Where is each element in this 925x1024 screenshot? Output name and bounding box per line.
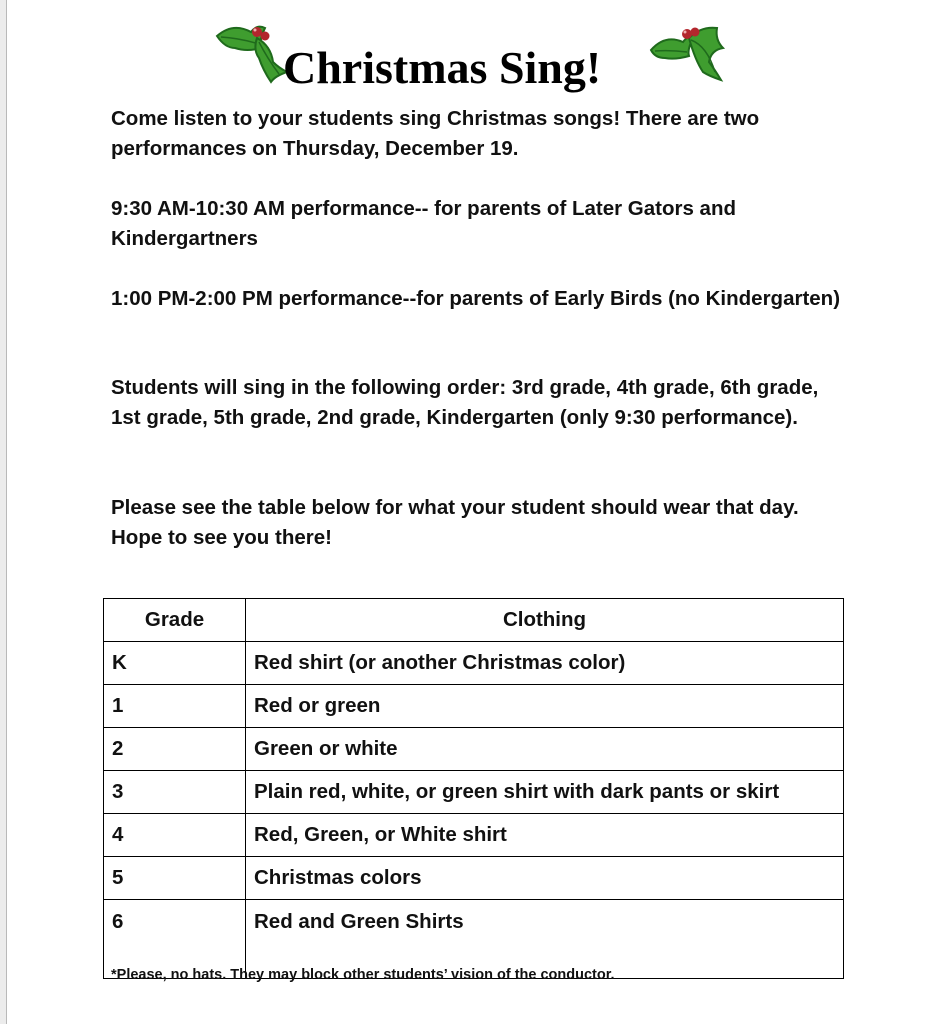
grade-cell: 1 [104, 685, 246, 728]
clothing-cell: Green or white [246, 728, 844, 771]
grade-column-header: Grade [104, 599, 246, 642]
morning-performance-paragraph: 9:30 AM-10:30 AM performance-- for parents of Later Gators and Kindergartners [111, 197, 736, 250]
closing-paragraph: Please see the table below for what your student should wear that day. Hope to see you there! [111, 496, 799, 549]
grade-cell: 3 [104, 771, 246, 814]
afternoon-performance-paragraph: 1:00 PM-2:00 PM performance--for parents of Early Birds (no Kindergarten) [111, 287, 841, 310]
document-page [6, 0, 925, 1024]
intro-paragraph: Come listen to your students sing Christmas songs! There are two performances on Thursday, December 19. [111, 107, 760, 160]
clothing-column-header: Clothing [246, 599, 844, 642]
grade-cell: K [104, 642, 246, 685]
table-row [104, 814, 844, 857]
clothing-cell: Red and Green Shirts [246, 900, 844, 979]
clothing-cell: Red or green [246, 685, 844, 728]
clothing-cell: Plain red, white, or green shirt with dark pants or skirt [246, 771, 844, 814]
clothing-cell: Red shirt (or another Christmas color) [246, 642, 844, 685]
table-header-row [104, 599, 844, 642]
grade-cell: 6 [104, 900, 246, 979]
grade-cell: 5 [104, 857, 246, 900]
title-row [7, 18, 925, 98]
holly-icon [213, 18, 291, 84]
table-row [104, 728, 844, 771]
grade-cell: 2 [104, 728, 246, 771]
table-row [104, 685, 844, 728]
holly-icon [649, 20, 729, 84]
clothing-table [103, 598, 844, 979]
table-row [104, 771, 844, 814]
footnote: *Please, no hats. They may block other students’ vision of the conductor. [111, 967, 615, 983]
clothing-cell: Red, Green, or White shirt [246, 814, 844, 857]
singing-order-paragraph: Students will sing in the following order: 3rd grade, 4th grade, 6th grade, 1st grade, 5th grade, 2nd grade, Kindergarten (only 9:30 performance). [111, 376, 819, 429]
table-row [104, 642, 844, 685]
page-title: Christmas Sing! [283, 42, 602, 93]
grade-cell: 4 [104, 814, 246, 857]
table-row [104, 857, 844, 900]
clothing-cell: Christmas colors [246, 857, 844, 900]
